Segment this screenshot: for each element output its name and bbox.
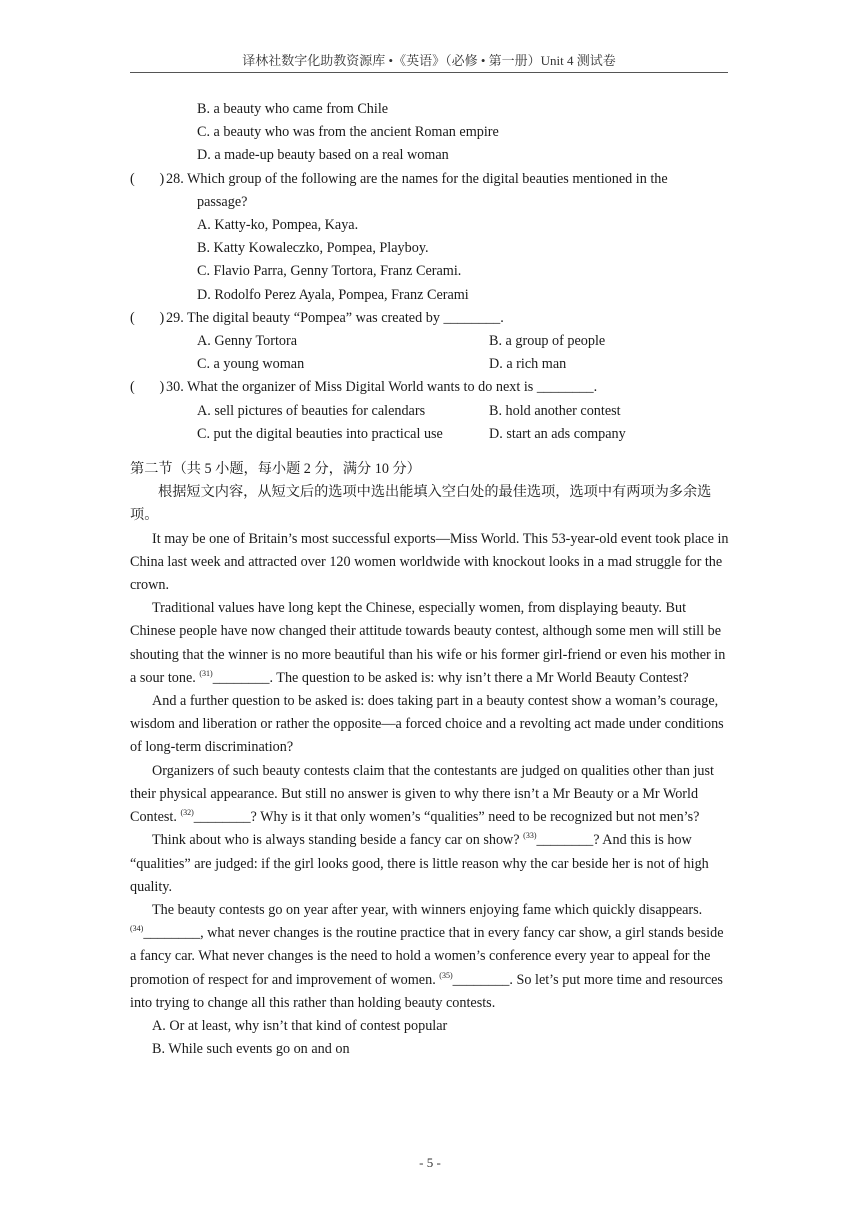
section-title: 第二节（共 5 小题，每小题 2 分，满分 10 分） (130, 461, 421, 478)
blank-number-33: (33) (523, 831, 537, 841)
blank-number-32: (32) (180, 808, 194, 818)
passage-paragraph-5: Think about who is always standing beside a fancy car on show? $^{(33)}$________? And this is how “qualities” are judged: if the girl looks good, there is little reason why the car beside her is not of high quality. (130, 831, 709, 895)
answer-blank: ( ) (130, 309, 165, 326)
q29-option-a: A. Genny Tortora (197, 333, 298, 350)
question-text: 29. The digital beauty “Pompea” was created by ________. (166, 309, 504, 326)
q27-option-d: D. a made-up beauty based on a real woman (197, 147, 449, 164)
question-text-continued: passage? (197, 193, 248, 210)
answer-blank: ( ) (130, 379, 165, 396)
question-30 (130, 376, 730, 399)
answer-option-a: A. Or at least, why isn’t that kind of contest popular (152, 1017, 448, 1034)
passage-paragraph-3: And a further question to be asked is: does taking part in a beauty contest show a woman’s courage, wisdom and liberation or rather the opposite—a forced choice and a revolting act made under conditions of long-term discrimination? (130, 693, 724, 756)
q28-option-a: A. Katty-ko, Pompea, Kaya. (197, 217, 359, 234)
passage-paragraph-2: Traditional values have long kept the Chinese, especially women, from displaying beauty. But Chinese people have now changed their attitude towards beauty contest, although some men will still be shouting that the winner is no more beautiful than his wife or his former girl-friend or even his mother in a sour tone. $^{(31)}$________. The question to be asked is: why isn’t there a Mr World Beauty Contest? (130, 600, 726, 686)
passage-paragraph-4: Organizers of such beauty contests claim that the contestants are judged on qualities other than just their physical appearance. But still no answer is given to why there isn’t a Mr Beauty or a Mr World Contest. $^{(32)}$________? Why is it that only women’s “qualities” need to be recognized but not men’s? (130, 762, 714, 826)
document-body (130, 98, 730, 1061)
q30-option-b: B. hold another contest (489, 402, 621, 419)
page-header: 译林社数字化助教资源库 •《英语》（必修 • 第一册）Unit 4 测试卷 (130, 50, 728, 73)
q30-options-row-2 (130, 423, 730, 446)
q27-option-b: B. a beauty who came from Chile (197, 101, 389, 117)
question-28 (130, 168, 730, 191)
q27-option-c: C. a beauty who was from the ancient Roman empire (197, 124, 499, 141)
q30-option-a: A. sell pictures of beauties for calendars (197, 402, 426, 419)
q28-option-c: C. Flavio Parra, Genny Tortora, Franz Cerami. (197, 263, 462, 280)
q28-option-b: B. Katty Kowaleczko, Pompea, Playboy. (197, 240, 429, 257)
q30-options-row-1 (130, 400, 730, 423)
q29-options-row-2 (130, 353, 730, 376)
answer-blank: ( ) (130, 170, 165, 187)
question-text: 30. What the organizer of Miss Digital World wants to do next is ________. (166, 379, 598, 396)
passage-paragraph-1: It may be one of Britain’s most successful exports—Miss World. This 53-year-old event took place in China last week and attracted over 120 women worldwide with knockout looks in a mad struggle for the crown. (130, 530, 729, 594)
question-29 (130, 307, 730, 330)
q29-option-d: D. a rich man (489, 356, 567, 373)
blank-number-35: (35) (439, 970, 453, 980)
q28-option-d: D. Rodolfo Perez Ayala, Pompea, Franz Cerami (197, 286, 469, 303)
q29-options-row-1 (130, 330, 730, 353)
q30-option-d: D. start an ads company (489, 425, 626, 442)
q29-option-c: C. a young woman (197, 356, 305, 373)
answer-option-b: B. While such events go on and on (152, 1041, 350, 1058)
question-text: 28. Which group of the following are the names for the digital beauties mentioned in the (166, 170, 668, 187)
section-instruction: 根据短文内容，从短文后的选项中选出能填入空白处的最佳选项，选项中有两项为多余选项。 (130, 484, 712, 524)
blank-number-34: (34) (130, 924, 144, 934)
q29-option-b: B. a group of people (489, 333, 606, 350)
passage-paragraph-6: The beauty contests go on year after year, with winners enjoying fame which quickly disappears. $^{(34)}$________, what never changes is the routine practice that in every fancy car show, a girl stands beside a fancy car. What never changes is the need to hold a women’s conference every year to appeal for the promotion of respect for and improvement of women. $^{(35)}$________. So let’s put more time and resources into trying to change all this rather than holding beauty contests. (130, 901, 724, 1011)
page-number: - 5 - (419, 1155, 441, 1170)
blank-number-31: (31) (199, 668, 213, 678)
q30-option-c: C. put the digital beauties into practical use (197, 425, 443, 442)
